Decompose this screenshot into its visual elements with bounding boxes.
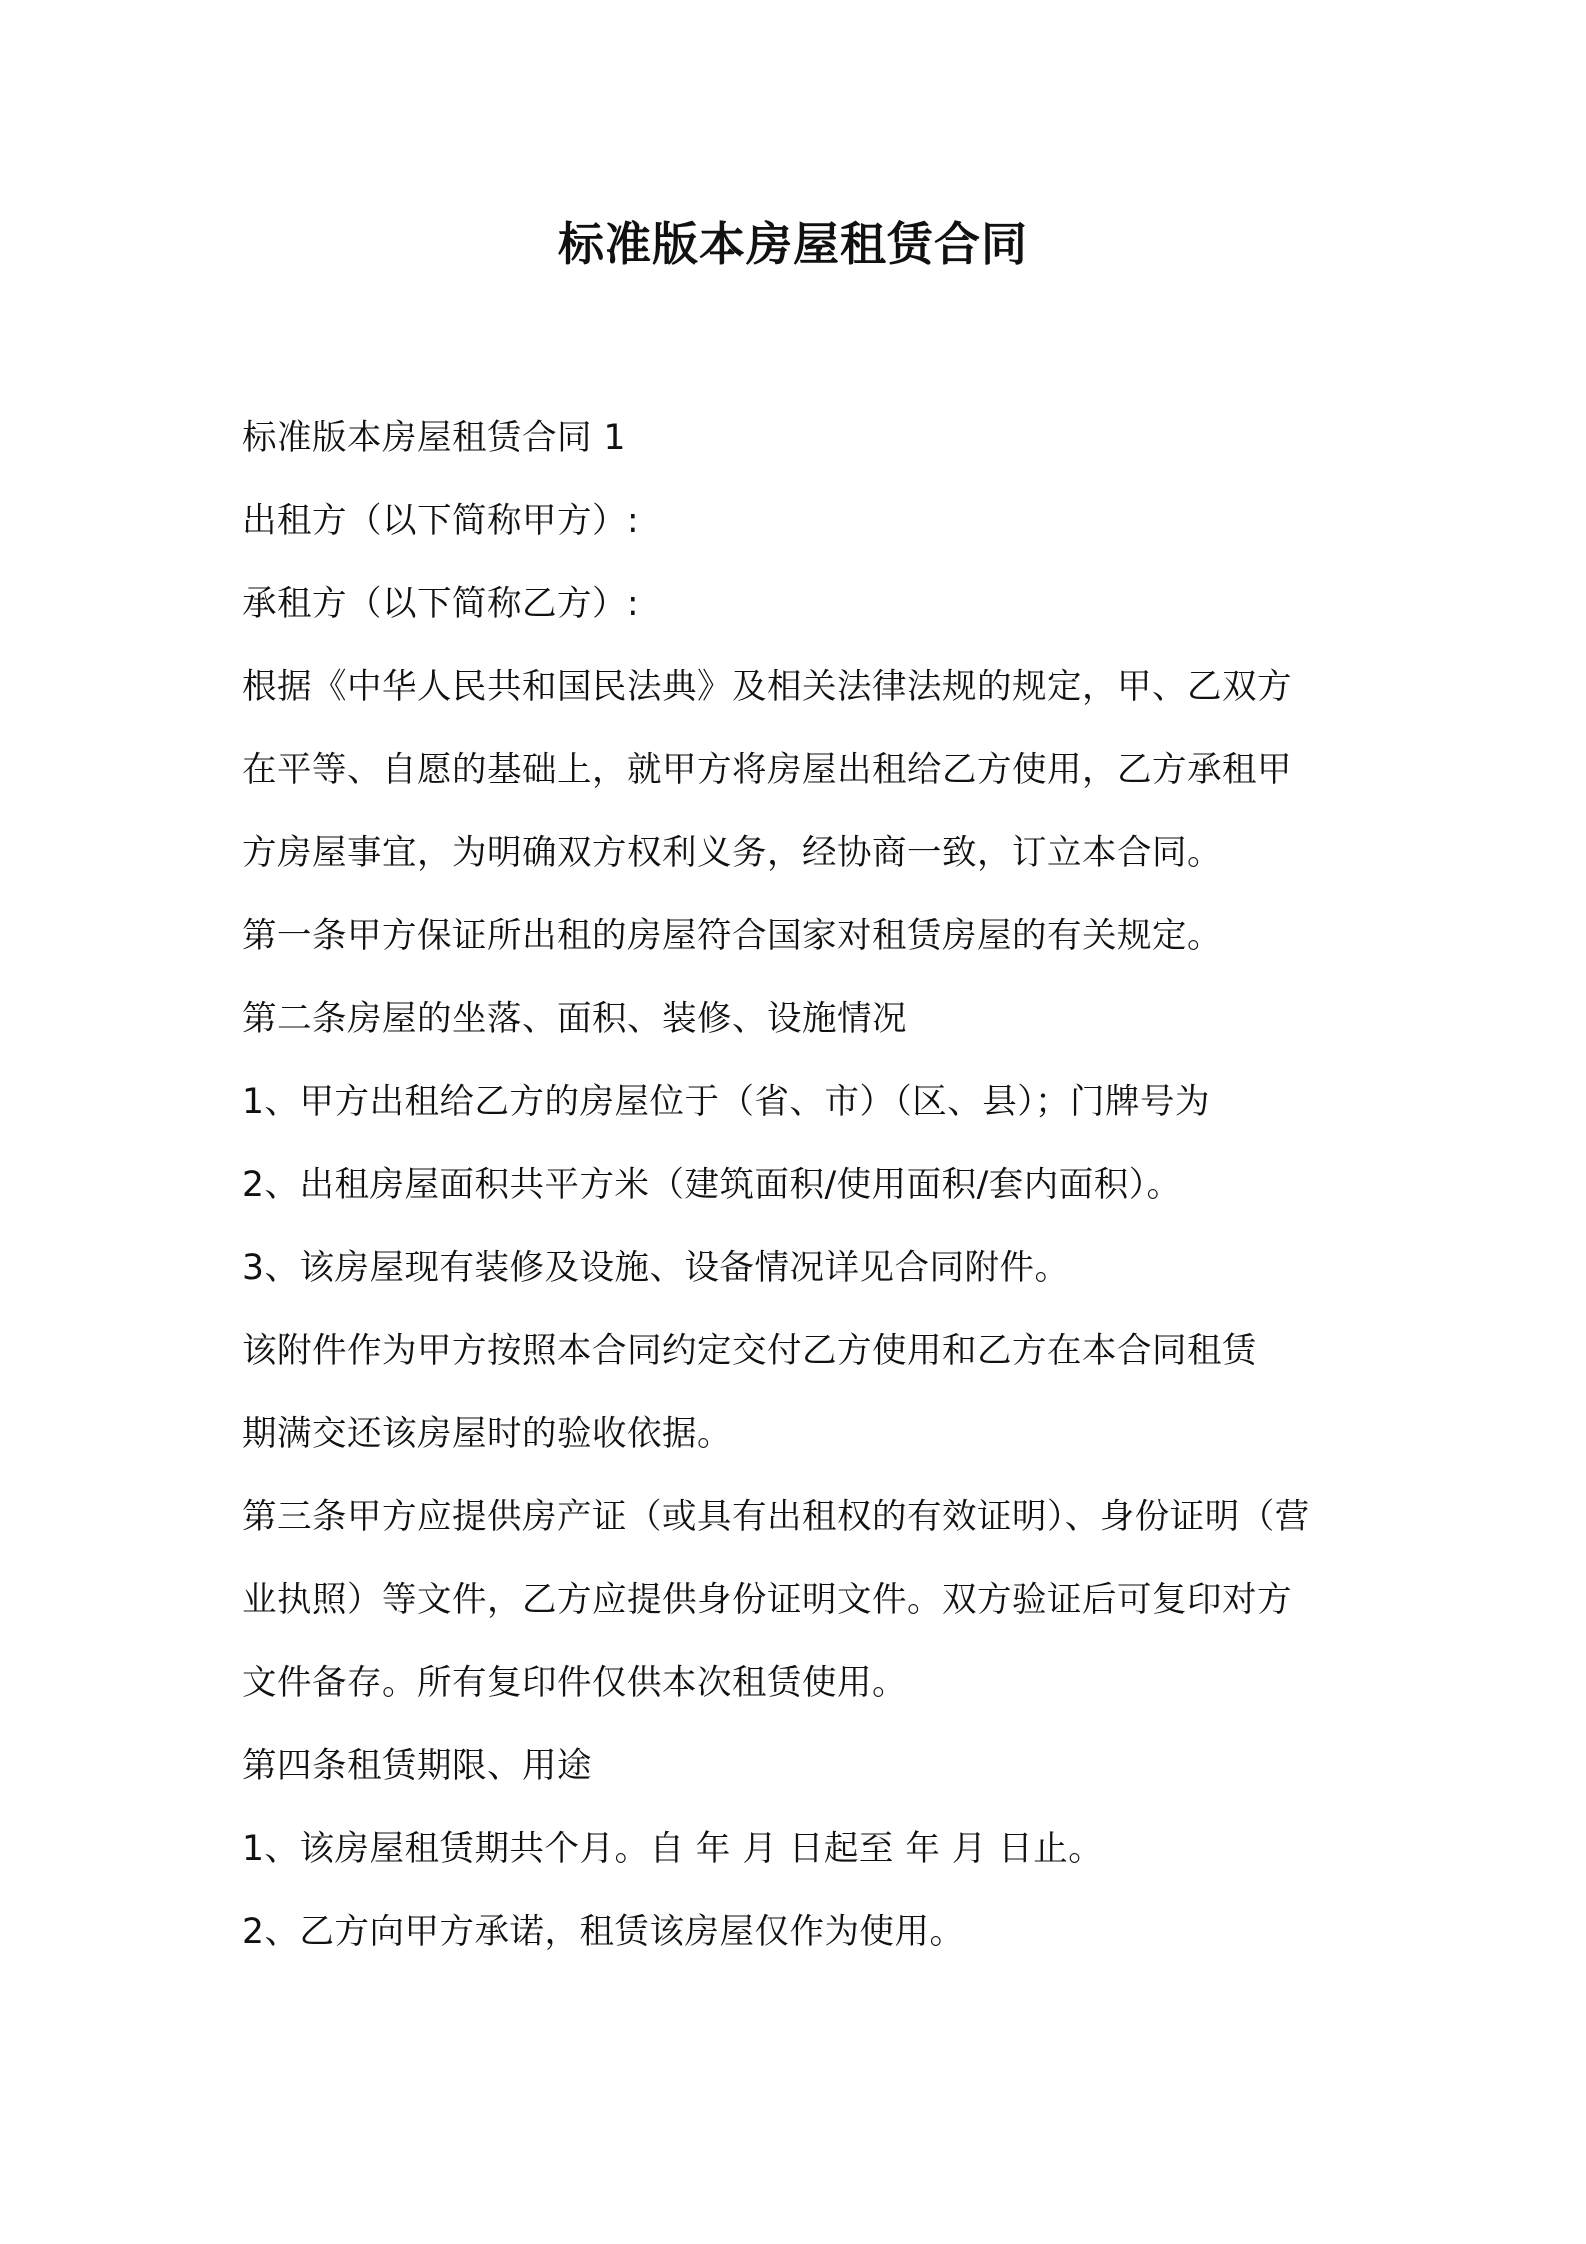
lessee-line: 承租方（以下简称乙方）: bbox=[242, 584, 640, 624]
subtitle-line: 标准版本房屋租赁合同 1 bbox=[242, 418, 626, 458]
preamble-line-1: 根据《中华人民共和国民法典》及相关法律法规的规定，甲、乙双方 bbox=[242, 667, 1292, 707]
article-4-item-1: 1、该房屋租赁期共个月。自 年 月 日起至 年 月 日止。 bbox=[242, 1829, 1104, 1869]
lessor-line: 出租方（以下简称甲方）: bbox=[242, 501, 640, 541]
document-body bbox=[242, 408, 1360, 1985]
article-2-heading: 第二条房屋的坐落、面积、装修、设施情况 bbox=[242, 999, 907, 1039]
article-2-item-3: 3、该房屋现有装修及设施、设备情况详见合同附件。 bbox=[242, 1248, 1070, 1288]
attachment-note-line-2: 期满交还该房屋时的验收依据。 bbox=[242, 1414, 732, 1454]
article-4-item-2: 2、乙方向甲方承诺，租赁该房屋仅作为使用。 bbox=[242, 1912, 965, 1952]
preamble-line-3: 方房屋事宜，为明确双方权利义务，经协商一致，订立本合同。 bbox=[242, 833, 1222, 873]
article-2-item-1: 1、甲方出租给乙方的房屋位于（省、市）（区、县）；门牌号为 bbox=[242, 1082, 1210, 1122]
article-1-line: 第一条甲方保证所出租的房屋符合国家对租赁房屋的有关规定。 bbox=[242, 916, 1222, 956]
preamble-line-2: 在平等、自愿的基础上，就甲方将房屋出租给乙方使用，乙方承租甲 bbox=[242, 750, 1292, 790]
article-2-item-2: 2、出租房屋面积共平方米（建筑面积/使用面积/套内面积）。 bbox=[242, 1165, 1182, 1205]
article-3-line-2: 业执照）等文件，乙方应提供身份证明文件。双方验证后可复印对方 bbox=[242, 1580, 1292, 1620]
document-title: 标准版本房屋租赁合同 bbox=[558, 217, 1028, 271]
article-4-heading: 第四条租赁期限、用途 bbox=[242, 1746, 592, 1786]
article-3-line-3: 文件备存。所有复印件仅供本次租赁使用。 bbox=[242, 1663, 907, 1703]
attachment-note-line-1: 该附件作为甲方按照本合同约定交付乙方使用和乙方在本合同租赁 bbox=[242, 1331, 1257, 1371]
article-3-line-1: 第三条甲方应提供房产证（或具有出租权的有效证明）、身份证明（营 bbox=[242, 1497, 1310, 1537]
